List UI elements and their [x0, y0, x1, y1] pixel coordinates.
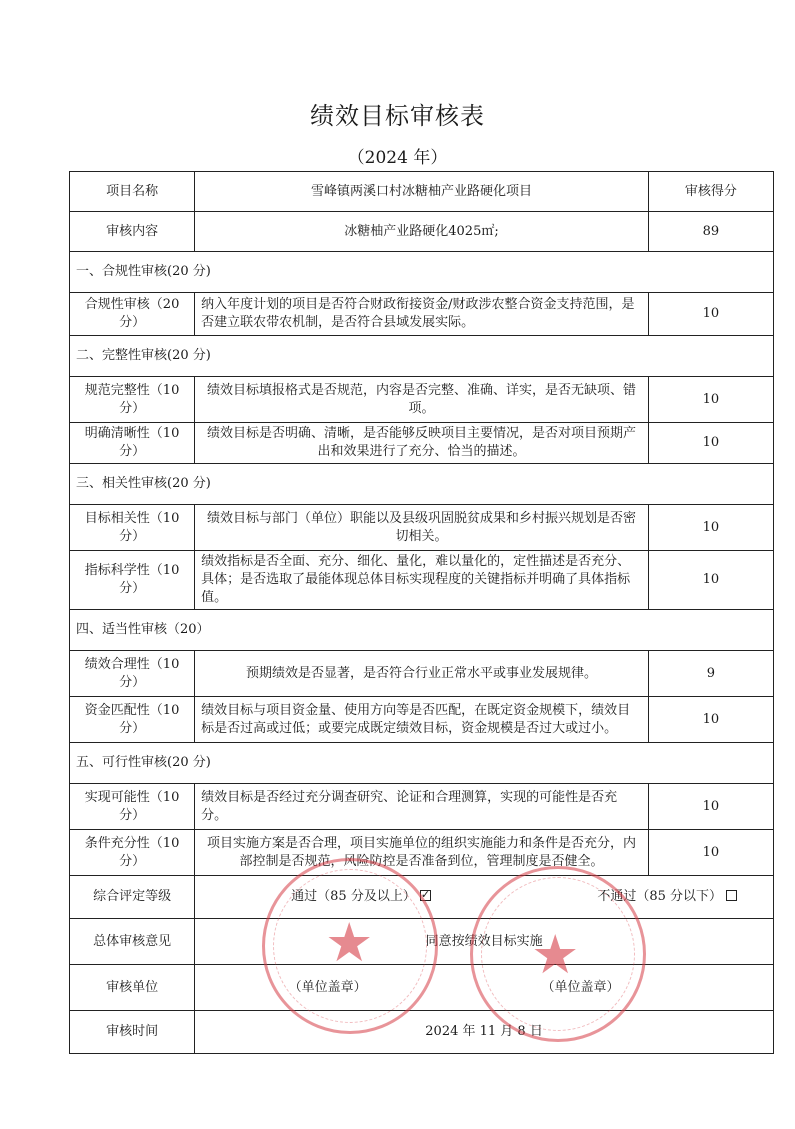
- criteria-desc: 绩效目标是否经过充分调查研究、论证和合理测算，实现的可能性是否充分。: [195, 784, 649, 830]
- time-row: [70, 1011, 774, 1054]
- criteria-desc: 纳入年度计划的项目是否符合财政衔接资金/财政涉农整合资金支持范围，是否建立联农带农机制，是否符合县域发展实际。: [195, 293, 649, 336]
- criteria-row: [70, 830, 774, 876]
- pass-option[interactable]: [291, 888, 431, 906]
- section-header: [70, 464, 774, 505]
- unit-stamps: [195, 965, 774, 1011]
- unit-label: 审核单位: [70, 965, 195, 1011]
- criteria-score: 10: [648, 377, 773, 423]
- criteria-row: [70, 377, 774, 423]
- criteria-desc: 绩效目标与项目资金量、使用方向等是否匹配，在既定资金规模下，绩效目标是否过高或过低；或要完成既定绩效目标，资金规模是否过大或过小。: [195, 697, 649, 743]
- unit-row: [70, 965, 774, 1011]
- unit-seal-right-label: （单位盖章）: [541, 979, 620, 995]
- score-header: 审核得分: [648, 172, 773, 212]
- document-year: （2024 年）: [347, 148, 448, 168]
- opinion-value: 同意按绩效目标实施: [195, 919, 774, 965]
- criteria-desc: 绩效目标填报格式是否规范，内容是否完整、准确、详实，是否无缺项、错项。: [195, 377, 649, 423]
- pass-checkbox[interactable]: [420, 890, 431, 901]
- star-icon: ★: [325, 911, 374, 974]
- section-header: [70, 743, 774, 784]
- criteria-row: [70, 784, 774, 830]
- time-value: 2024 年 11 月 8 日: [195, 1011, 774, 1054]
- time-label: 审核时间: [70, 1011, 195, 1054]
- project-name-row: [70, 172, 774, 212]
- pass-label: 通过（85 分及以上）: [291, 889, 416, 904]
- criteria-score: 10: [648, 423, 773, 464]
- fail-label: 不通过（85 分以下）: [597, 889, 722, 904]
- content-label: 审核内容: [70, 212, 195, 252]
- section-title: 四、适当性审核（20）: [70, 610, 774, 651]
- opinion-label: 总体审核意见: [70, 919, 195, 965]
- section-header: [70, 336, 774, 377]
- criteria-row: [70, 505, 774, 551]
- project-name-value: 雪峰镇两溪口村冰糖柚产业路硬化项目: [195, 172, 649, 212]
- fail-checkbox[interactable]: [726, 890, 737, 901]
- criteria-score: 10: [648, 551, 773, 610]
- criteria-desc: 绩效目标与部门（单位）职能以及县级巩固脱贫成果和乡村振兴规划是否密切相关。: [195, 505, 649, 551]
- star-icon: ★: [531, 923, 580, 986]
- criteria-row: [70, 423, 774, 464]
- rating-options: [195, 876, 774, 919]
- section-title: 五、可行性审核(20 分): [70, 743, 774, 784]
- criteria-label: 绩效合理性（10 分）: [70, 651, 195, 697]
- content-value: 冰糖柚产业路硬化4025㎡;: [195, 212, 649, 252]
- opinion-row: [70, 919, 774, 965]
- criteria-label: 条件充分性（10 分）: [70, 830, 195, 876]
- fail-option[interactable]: [597, 888, 737, 906]
- section-title: 三、相关性审核(20 分): [70, 464, 774, 505]
- criteria-row: [70, 651, 774, 697]
- criteria-desc: 绩效目标是否明确、清晰，是否能够反映项目主要情况，是否对项目预期产出和效果进行了充分、恰当的描述。: [195, 423, 649, 464]
- criteria-label: 指标科学性（10 分）: [70, 551, 195, 610]
- total-score: 89: [648, 212, 773, 252]
- criteria-desc: 项目实施方案是否合理，项目实施单位的组织实施能力和条件是否充分，内部控制是否规范，风险防控是否准备到位，管理制度是否健全。: [195, 830, 649, 876]
- criteria-row: [70, 697, 774, 743]
- project-name-label: 项目名称: [70, 172, 195, 212]
- unit-seal-left-label: （单位盖章）: [288, 979, 367, 995]
- section-header: [70, 252, 774, 293]
- criteria-score: 10: [648, 784, 773, 830]
- criteria-label: 合规性审核（20 分）: [70, 293, 195, 336]
- review-table: [69, 171, 774, 1054]
- criteria-desc: 绩效指标是否全面、充分、细化、量化，难以量化的，定性描述是否充分、具体；是否选取了最能体现总体目标实现程度的关键指标并明确了具体指标值。: [195, 551, 649, 610]
- criteria-label: 明确清晰性（10 分）: [70, 423, 195, 464]
- rating-row: [70, 876, 774, 919]
- criteria-row: [70, 293, 774, 336]
- content-row: [70, 212, 774, 252]
- criteria-score: 10: [648, 293, 773, 336]
- criteria-label: 实现可能性（10 分）: [70, 784, 195, 830]
- criteria-score: 10: [648, 505, 773, 551]
- criteria-row: [70, 551, 774, 610]
- criteria-score: 9: [648, 651, 773, 697]
- section-header: [70, 610, 774, 651]
- section-title: 一、合规性审核(20 分): [70, 252, 774, 293]
- criteria-label: 目标相关性（10 分）: [70, 505, 195, 551]
- criteria-label: 规范完整性（10 分）: [70, 377, 195, 423]
- criteria-label: 资金匹配性（10 分）: [70, 697, 195, 743]
- section-title: 二、完整性审核(20 分): [70, 336, 774, 377]
- document-title: 绩效目标审核表: [310, 102, 485, 130]
- criteria-desc: 预期绩效是否显著，是否符合行业正常水平或事业发展规律。: [195, 651, 649, 697]
- criteria-score: 10: [648, 697, 773, 743]
- rating-label: 综合评定等级: [70, 876, 195, 919]
- criteria-score: 10: [648, 830, 773, 876]
